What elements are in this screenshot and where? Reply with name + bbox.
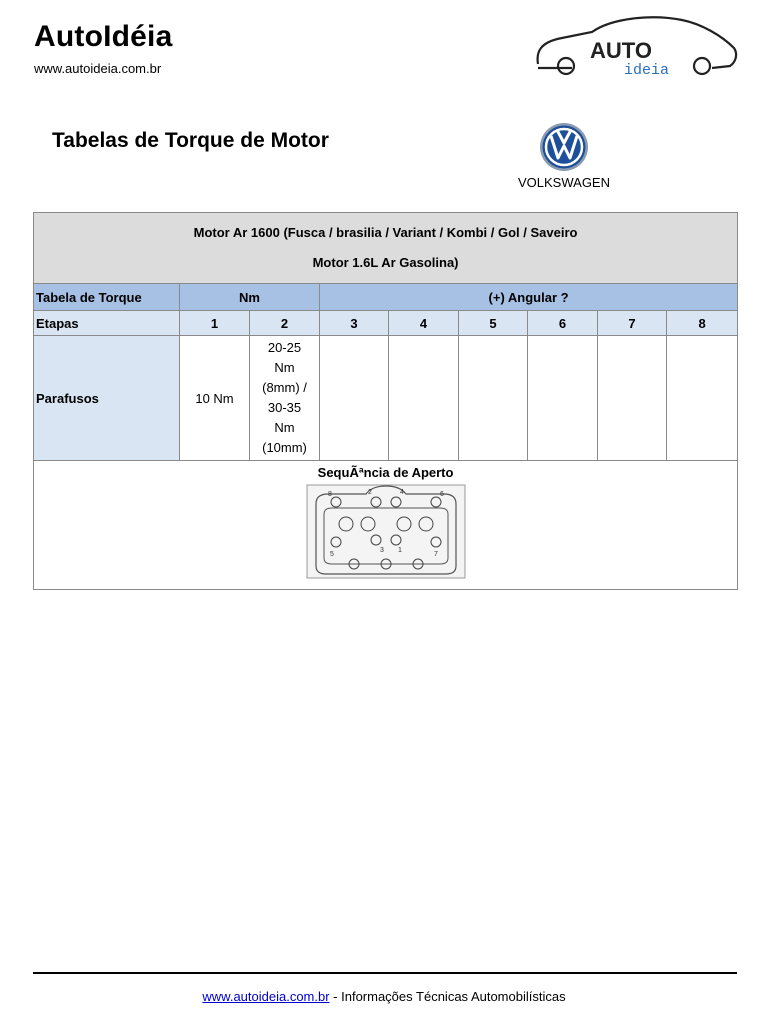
footer-divider [33, 972, 737, 974]
seq-number: 5 [329, 551, 334, 558]
seq-number: 3 [379, 547, 384, 554]
bolts-step-2-line: 20-25 [267, 340, 302, 355]
table-header-row [34, 284, 738, 311]
bolts-step-4 [389, 336, 459, 461]
steps-row [34, 311, 738, 336]
sequence-title: SequÃªncia de Aperto [317, 465, 454, 480]
bolts-step-3 [320, 336, 389, 461]
footer-text: - Informações Técnicas Automobilísticas [329, 989, 566, 1004]
step-3: 3 [320, 311, 389, 336]
seq-number: 7 [433, 551, 438, 558]
car-wheel-front-icon [558, 58, 574, 74]
car-wheel-rear-icon [694, 58, 710, 74]
seq-number: 8 [327, 491, 332, 498]
brand-name: AutoIdéia [34, 20, 173, 53]
torque-table [33, 212, 738, 590]
bolts-step-2-line: Nm [274, 420, 295, 435]
seq-number: 2 [367, 489, 372, 496]
step-1: 1 [180, 311, 250, 336]
step-8: 8 [667, 311, 738, 336]
logo-word-ideia: ideia [624, 62, 670, 78]
make-label: VOLKSWAGEN [518, 175, 610, 190]
header-torque-label: Tabela de Torque [34, 284, 180, 311]
step-6: 6 [528, 311, 598, 336]
step-4: 4 [389, 311, 459, 336]
bolts-step-2-line: 30-35 [267, 400, 302, 415]
bolts-step-2 [250, 336, 320, 461]
steps-label: Etapas [34, 311, 180, 336]
header-nm: Nm [180, 284, 320, 311]
bolts-step-5 [459, 336, 528, 461]
engine-title [34, 213, 738, 284]
logo-word-auto: AUTO [590, 38, 652, 63]
bolts-step-2-line: Nm [274, 360, 295, 375]
brand-url: www.autoideia.com.br [34, 61, 162, 76]
header-angular: (+) Angular ? [320, 284, 738, 311]
bolts-step-8 [667, 336, 738, 461]
bolts-row [34, 336, 738, 461]
autoideia-logo [532, 12, 742, 78]
step-5: 5 [459, 311, 528, 336]
bolts-step-7 [598, 336, 667, 461]
bolts-step-6 [528, 336, 598, 461]
volkswagen-logo-icon [539, 122, 589, 172]
tightening-sequence [34, 461, 738, 590]
footer-link[interactable]: www.autoideia.com.br [202, 989, 330, 1004]
cylinder-head-diagram [306, 484, 466, 579]
engine-title-line1: Motor Ar 1600 (Fusca / brasilia / Variant / Kombi / Gol / Saveiro [193, 225, 578, 240]
bolts-step-1: 10 Nm [180, 336, 250, 461]
seq-number: 4 [399, 489, 404, 496]
seq-number: 1 [397, 547, 402, 554]
bolts-step-2-line: (10mm) [262, 440, 307, 455]
engine-title-line2: Motor 1.6L Ar Gasolina) [312, 255, 459, 270]
step-7: 7 [598, 311, 667, 336]
page-title: Tabelas de Torque de Motor [52, 129, 329, 152]
step-2: 2 [250, 311, 320, 336]
bolts-label: Parafusos [34, 336, 180, 461]
footer [0, 989, 768, 1004]
bolts-step-2-line: (8mm) / [262, 380, 307, 395]
seq-number: 6 [439, 491, 444, 498]
